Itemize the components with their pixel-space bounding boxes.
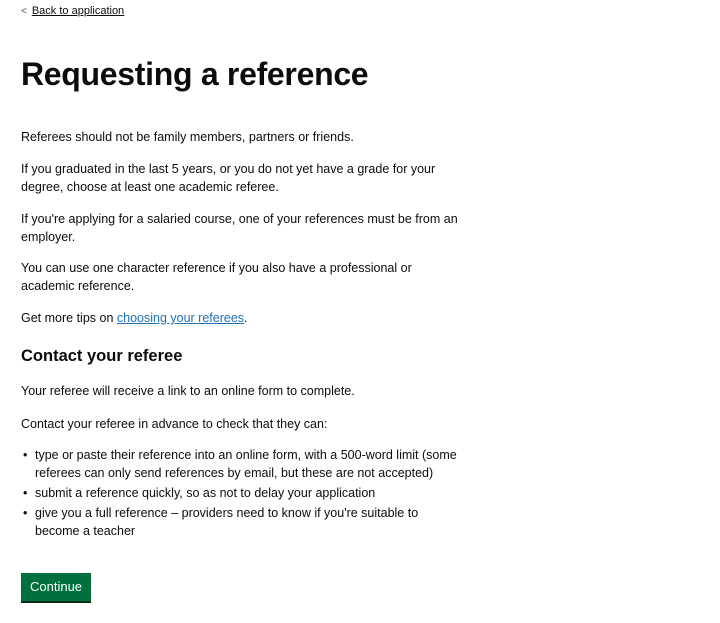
checklist xyxy=(21,446,461,542)
list-item: • type or paste their reference into an online form, with a 500-word limit (some referees can only send references by email, but these are not accepted) xyxy=(21,446,461,482)
intro-paragraph: If you graduated in the last 5 years, or you do not yet have a grade for your degree, choose at least one academic referee. xyxy=(21,162,436,194)
back-link-container xyxy=(21,5,124,17)
intro-paragraph: If you're applying for a salaried course, one of your references must be from an employer. xyxy=(21,212,458,244)
choosing-referees-link[interactable]: choosing your referees xyxy=(116,311,245,325)
back-link[interactable]: Back to application xyxy=(31,5,125,17)
intro-paragraph: You can use one character reference if you also have a professional or academic reference. xyxy=(21,261,412,293)
contact-heading: Contact your referee xyxy=(21,347,183,365)
continue-button[interactable]: Continue xyxy=(21,573,91,601)
list-item: • submit a reference quickly, so as not to delay your application xyxy=(21,484,461,502)
tips-prefix: Get more tips on xyxy=(21,311,117,325)
contact-paragraph: Your referee will receive a link to an online form to complete. xyxy=(21,384,355,398)
contact-paragraph: Contact your referee in advance to check that they can: xyxy=(21,417,328,431)
tips-suffix: . xyxy=(244,311,248,325)
chevron-left-icon: < xyxy=(21,5,27,17)
list-item: • give you a full reference – providers need to know if you're suitable to become a teacher xyxy=(21,504,461,540)
tips-paragraph xyxy=(21,309,461,327)
page-title: Requesting a reference xyxy=(21,56,369,92)
intro-paragraph: Referees should not be family members, partners or friends. xyxy=(21,130,354,144)
